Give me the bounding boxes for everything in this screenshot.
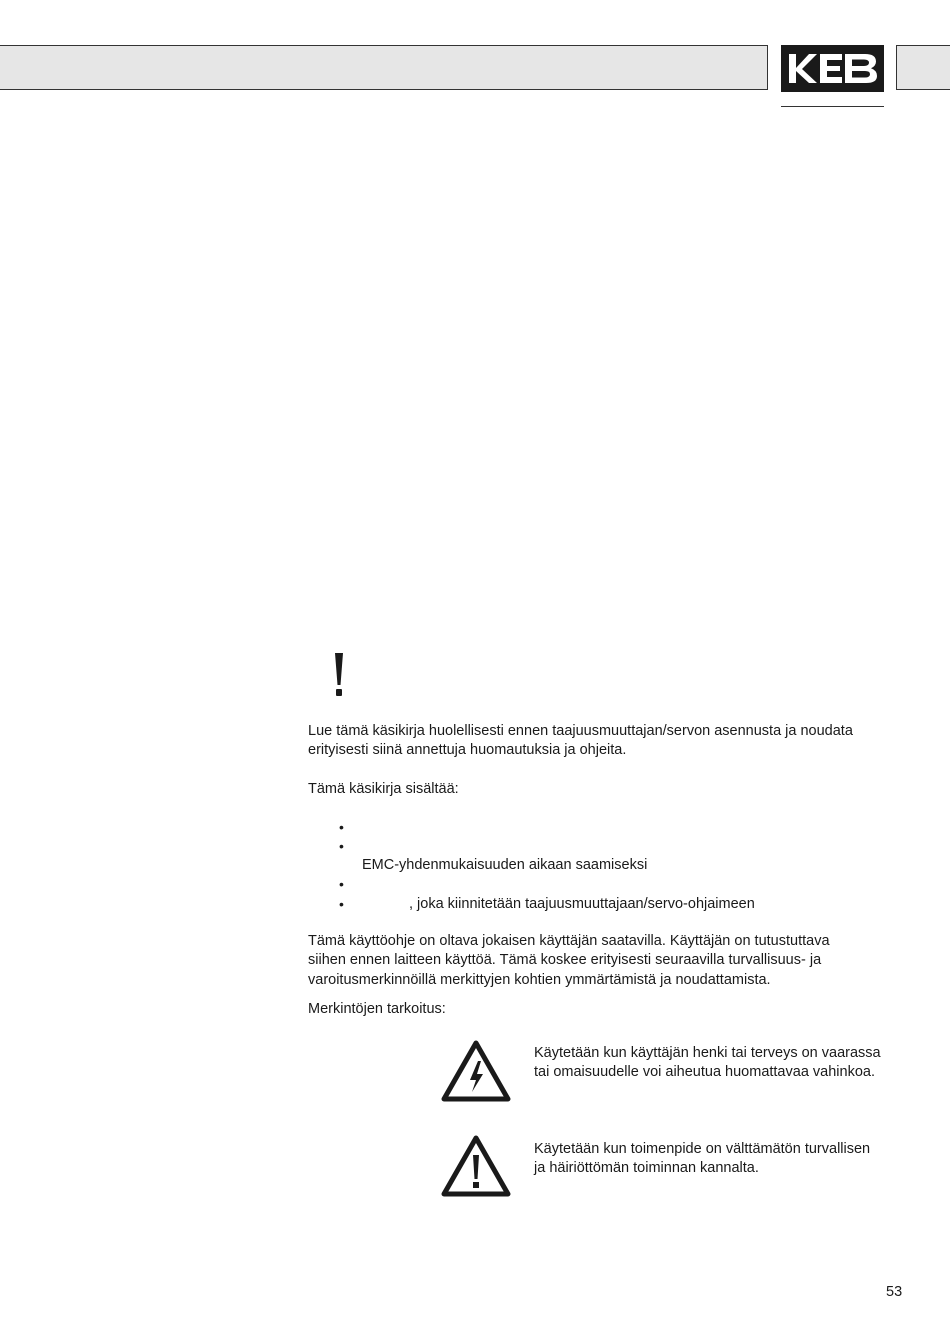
danger-line-2: tai omaisuudelle voi aiheutua huomattavaa vahinkoa. [534, 1064, 875, 1080]
logo-underline [781, 106, 884, 107]
contents-heading: Tämä käsikirja sisältää: [308, 781, 459, 797]
bullet-3: • [339, 876, 344, 892]
exclamation-warning-icon [441, 1135, 511, 1197]
danger-line-1: Käytetään kun käyttäjän henki tai terveys on vaarassa [534, 1045, 881, 1061]
header-bar [0, 45, 768, 90]
bullet-1: • [339, 819, 344, 835]
bullet-4-text: , joka kiinnitetään taajuusmuuttajaan/servo-ohjaimeen [409, 896, 755, 912]
header-side-tab [896, 45, 950, 90]
bullet-2-continuation: EMC-yhdenmukaisuuden aikaan saamiseksi [362, 857, 648, 873]
keb-logo-graphic [781, 45, 884, 92]
usage-line-2: siihen ennen laitteen käyttöä. Tämä koskee erityisesti seuraavilla turvallisuus- ja [308, 952, 822, 968]
exclamation-icon [332, 652, 346, 698]
page-number: 53 [886, 1284, 903, 1300]
electric-hazard-icon [441, 1040, 511, 1102]
usage-line-3: varoitusmerkinnöillä merkittyjen kohtien ymmärtämistä ja noudattamista. [308, 972, 771, 988]
warning-line-2: ja häiriöttömän toiminnan kannalta. [534, 1160, 759, 1176]
intro-line-1: Lue tämä käsikirja huolellisesti ennen taajuusmuuttajan/servon asennusta ja noudata [308, 723, 853, 739]
intro-line-2: erityisesti siinä annettuja huomautuksia ja ohjeita. [308, 742, 627, 758]
keb-logo [781, 45, 884, 92]
usage-line-1: Tämä käyttöohje on oltava jokaisen käyttäjän saatavilla. Käyttäjän on tutustuttava [308, 933, 830, 949]
warning-line-1: Käytetään kun toimenpide on välttämätön turvallisen [534, 1141, 871, 1157]
symbols-heading: Merkintöjen tarkoitus: [308, 1001, 446, 1017]
bullet-4: • [339, 896, 344, 912]
bullet-2: • [339, 838, 344, 854]
